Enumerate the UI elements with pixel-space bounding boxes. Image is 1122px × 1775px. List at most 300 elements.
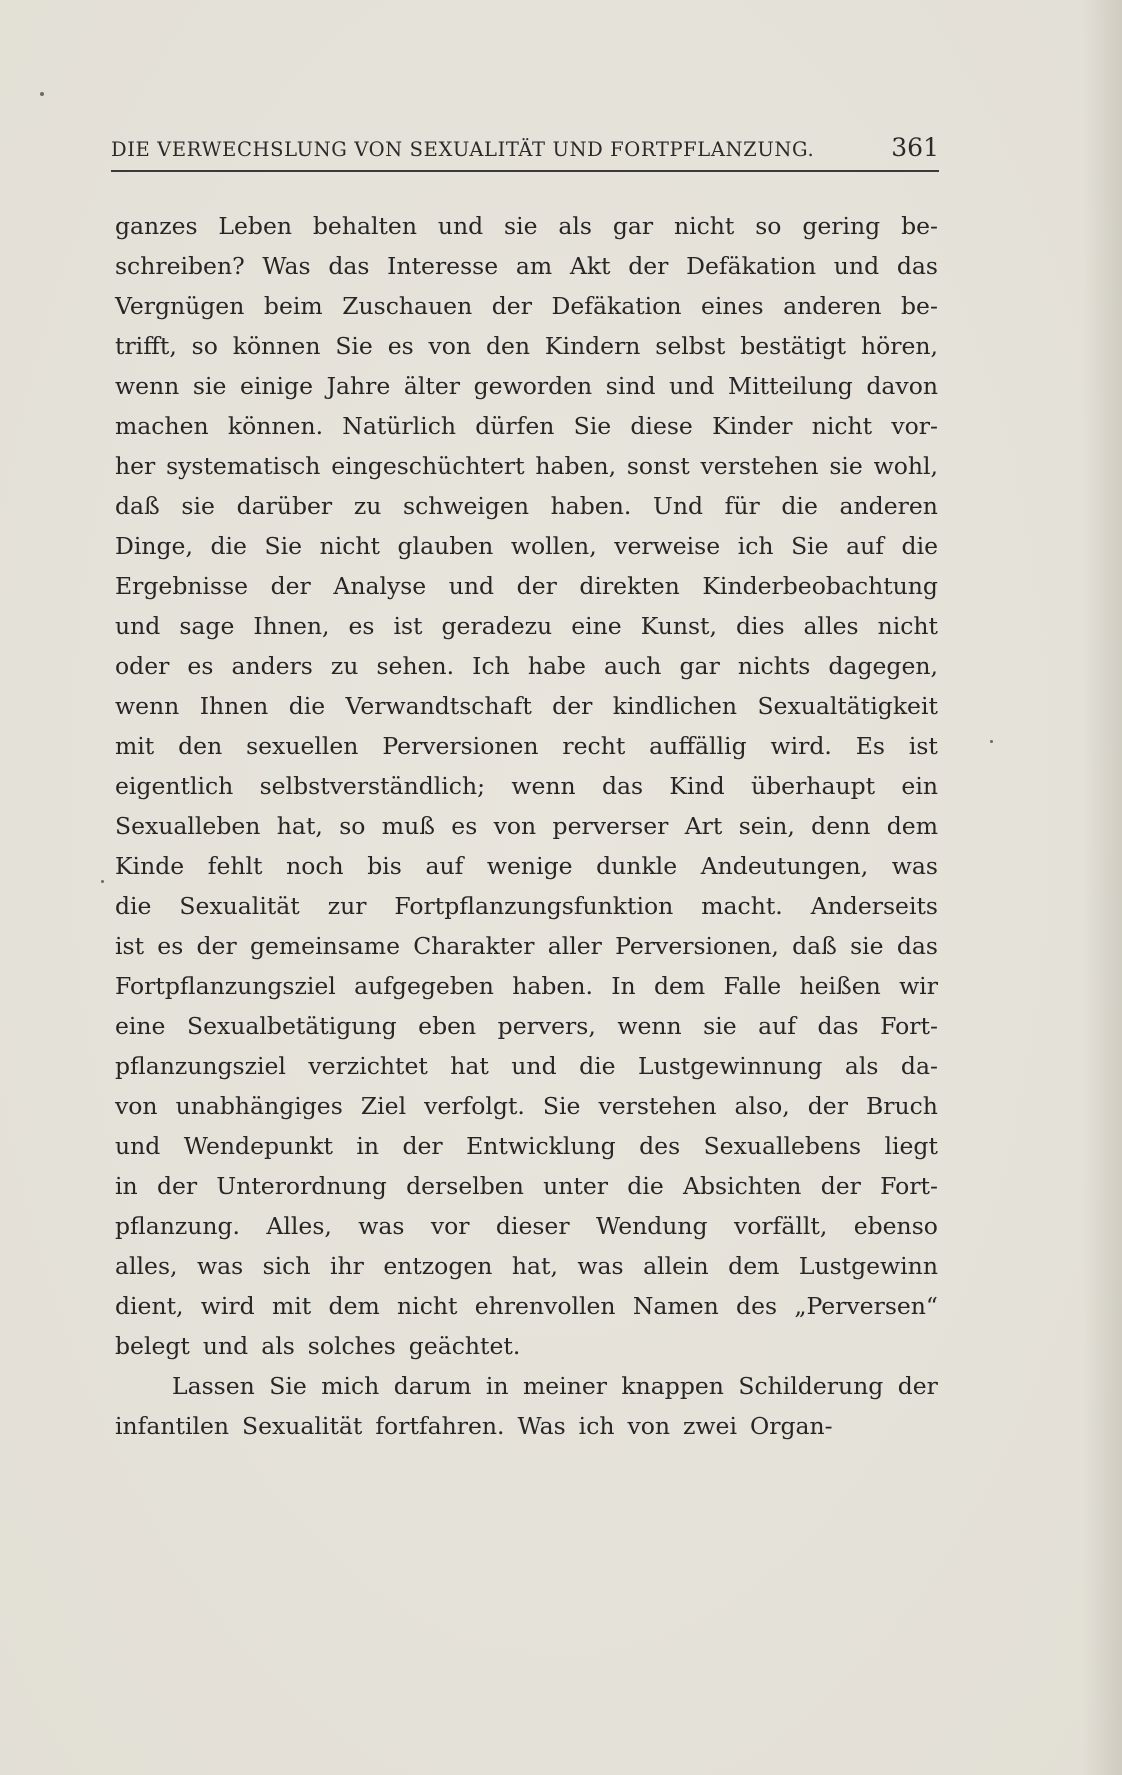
word: als xyxy=(844,1052,879,1080)
word: Es xyxy=(855,732,885,760)
word: der xyxy=(516,572,557,600)
word: es xyxy=(387,332,414,360)
word: sonst xyxy=(626,452,690,480)
word: glauben xyxy=(397,532,494,560)
word: ebenso xyxy=(853,1212,938,1240)
word: Defäkation xyxy=(551,292,682,320)
word: oder xyxy=(115,652,170,680)
running-title: DIE VERWECHSLUNG VON SEXUALITÄT UND FORTPFLANZUNG. xyxy=(111,138,815,161)
word: direkten xyxy=(579,572,680,600)
word: selbst xyxy=(655,332,726,360)
word: einige xyxy=(239,372,313,400)
word: eine xyxy=(115,1012,166,1040)
word: wenn xyxy=(115,372,180,400)
word: Mitteilung xyxy=(728,372,853,400)
word: anderen xyxy=(783,292,882,320)
word: geworden xyxy=(473,372,593,400)
text-line xyxy=(115,1326,938,1366)
word: recht xyxy=(562,732,626,760)
word: habe xyxy=(527,652,586,680)
word: verzichtet xyxy=(308,1052,428,1080)
text-line xyxy=(115,1286,938,1326)
word: am xyxy=(515,252,553,280)
word: Defäkation xyxy=(686,252,817,280)
text-line xyxy=(115,1086,938,1126)
word: haben. xyxy=(512,972,593,1000)
word: wenn xyxy=(511,772,576,800)
word: Ihnen, xyxy=(253,612,330,640)
word: trifft, xyxy=(115,332,177,360)
text-line xyxy=(115,1166,938,1206)
word: entzogen xyxy=(383,1252,493,1280)
word: gering xyxy=(802,212,881,240)
word: Sie xyxy=(269,1372,307,1400)
word: darüber xyxy=(236,492,333,520)
word: auch xyxy=(604,652,662,680)
word: Ziel xyxy=(360,1092,407,1120)
word: selbstverständlich; xyxy=(259,772,485,800)
word: wohl, xyxy=(873,452,938,480)
word: pflanzung. xyxy=(115,1212,241,1240)
text-line xyxy=(115,606,938,646)
word: darum xyxy=(393,1372,472,1400)
word: dieser xyxy=(495,1212,570,1240)
word: bis xyxy=(367,852,402,880)
word: die xyxy=(115,892,152,920)
word: dürfen xyxy=(475,412,555,440)
text-line xyxy=(115,1126,938,1166)
word: verweise xyxy=(614,532,721,560)
word: die xyxy=(627,1172,664,1200)
text-line xyxy=(115,966,938,1006)
word: sie xyxy=(181,492,215,520)
word: heißen xyxy=(799,972,881,1000)
word: Perversionen xyxy=(382,732,539,760)
word: systematisch xyxy=(166,452,321,480)
word: belegt xyxy=(115,1332,190,1360)
word: die xyxy=(781,492,818,520)
word: vorfällt, xyxy=(734,1212,828,1240)
word: geächtet. xyxy=(408,1332,521,1360)
word: wenn xyxy=(115,692,180,720)
word: der xyxy=(807,1092,848,1120)
word: davon xyxy=(866,372,938,400)
word: es xyxy=(348,612,375,640)
word: Interesse xyxy=(387,252,499,280)
word: die xyxy=(210,532,247,560)
word: älter xyxy=(403,372,461,400)
word: sie xyxy=(829,452,863,480)
word: knappen xyxy=(621,1372,724,1400)
word: sexuellen xyxy=(246,732,359,760)
word: Fortpflanzungsfunktion xyxy=(394,892,674,920)
word: perverser xyxy=(552,812,669,840)
word: der xyxy=(156,1172,198,1200)
word: eingeschüchtert xyxy=(331,452,525,480)
word: Was xyxy=(262,252,311,280)
text-line xyxy=(115,846,938,886)
word: so xyxy=(755,212,782,240)
word: derselben xyxy=(406,1172,524,1200)
word: wir xyxy=(899,972,938,1000)
word: dagegen, xyxy=(828,652,938,680)
word: sie xyxy=(192,372,227,400)
word: Sexualleben xyxy=(115,812,261,840)
word: Charakter xyxy=(413,932,535,960)
word: es xyxy=(451,812,478,840)
word: Sie xyxy=(573,412,612,440)
word: so xyxy=(339,812,366,840)
word: alles, xyxy=(115,1252,178,1280)
word: dem xyxy=(728,1252,780,1280)
word: der xyxy=(270,572,311,600)
word: Vergnügen xyxy=(115,292,245,320)
word: was xyxy=(358,1212,405,1240)
word: was xyxy=(891,852,938,880)
word: zwei xyxy=(683,1412,737,1440)
word: als xyxy=(558,212,592,240)
word: Wendepunkt xyxy=(183,1132,333,1160)
word: unter xyxy=(543,1172,608,1200)
word: sie xyxy=(703,1012,737,1040)
word: ist xyxy=(115,932,145,960)
word: wird xyxy=(200,1292,255,1320)
word: noch xyxy=(286,852,344,880)
word: Zuschauen xyxy=(342,292,473,320)
word: pervers, xyxy=(497,1012,596,1040)
word: Lustgewinn xyxy=(798,1252,938,1280)
word: verstehen xyxy=(598,1092,717,1120)
word: dies xyxy=(736,612,785,640)
word: aller xyxy=(547,932,602,960)
word: denn xyxy=(811,812,871,840)
word: Natürlich xyxy=(342,412,456,440)
word: Dinge, xyxy=(115,532,193,560)
word: sage xyxy=(179,612,235,640)
word: können. xyxy=(227,412,324,440)
word: gar xyxy=(679,652,720,680)
text-line xyxy=(115,766,938,806)
word: schweigen xyxy=(403,492,529,520)
word: zu xyxy=(353,492,382,520)
text-line xyxy=(115,326,938,366)
word: und xyxy=(115,1132,161,1160)
word: anders xyxy=(231,652,313,680)
word: Schilderung xyxy=(738,1372,884,1400)
text-line xyxy=(115,1406,938,1446)
word: Bruch xyxy=(865,1092,938,1120)
paragraph xyxy=(115,1366,938,1446)
word: Sie xyxy=(791,532,829,560)
word: dunkle xyxy=(596,852,678,880)
word: „Perversen“ xyxy=(794,1292,938,1320)
word: verstehen xyxy=(700,452,819,480)
word: das xyxy=(328,252,370,280)
text-line xyxy=(115,246,938,286)
text-line xyxy=(115,726,938,766)
word: was xyxy=(577,1252,624,1280)
word: macht. xyxy=(701,892,783,920)
word: wenn xyxy=(617,1012,682,1040)
word: Sexualität xyxy=(242,1412,363,1440)
word: nicht xyxy=(811,412,873,440)
word: das xyxy=(817,1012,859,1040)
word: eben xyxy=(418,1012,477,1040)
word: was xyxy=(196,1252,244,1280)
word: vor- xyxy=(891,412,938,440)
word: geradezu xyxy=(441,612,553,640)
text-line xyxy=(115,1366,938,1406)
word: alles xyxy=(803,612,859,640)
word: machen xyxy=(115,412,209,440)
text-line xyxy=(115,1046,938,1086)
word: den xyxy=(178,732,223,760)
word: hat, xyxy=(276,812,323,840)
word: der xyxy=(897,1372,938,1400)
word: und xyxy=(115,612,161,640)
word: in xyxy=(115,1172,138,1200)
word: pflanzungsziel xyxy=(115,1052,286,1080)
word: mit xyxy=(115,732,155,760)
body-text xyxy=(115,206,938,1446)
word: fortfahren. xyxy=(375,1412,505,1440)
word: und xyxy=(437,212,484,240)
text-line xyxy=(115,686,938,726)
word: die xyxy=(901,532,938,560)
word: diese xyxy=(630,412,693,440)
text-line xyxy=(115,206,938,246)
word: muß xyxy=(381,812,435,840)
word: es xyxy=(157,932,184,960)
word: das xyxy=(601,772,644,800)
word: in xyxy=(356,1132,380,1160)
word: daß xyxy=(792,932,837,960)
word: Fort- xyxy=(880,1172,938,1200)
word: ich xyxy=(578,1412,615,1440)
word: schreiben? xyxy=(115,252,245,280)
word: Anderseits xyxy=(810,892,938,920)
word: als xyxy=(261,1332,295,1360)
word: Verwandtschaft xyxy=(345,692,532,720)
word: Sie xyxy=(335,332,373,360)
word: von xyxy=(627,1412,671,1440)
word: haben, xyxy=(535,452,617,480)
word: allein xyxy=(643,1252,709,1280)
text-line xyxy=(115,926,938,966)
word: her xyxy=(115,452,156,480)
word: daß xyxy=(115,492,160,520)
text-line xyxy=(115,526,938,566)
word: be- xyxy=(901,212,938,240)
word: infantilen xyxy=(115,1412,230,1440)
word: der xyxy=(552,692,593,720)
page-number: 361 xyxy=(891,133,939,162)
word: haben. xyxy=(550,492,632,520)
word: behalten xyxy=(312,212,417,240)
word: sind xyxy=(605,372,656,400)
word: also, xyxy=(734,1092,790,1120)
word: können xyxy=(232,332,321,360)
word: Lustgewinnung xyxy=(638,1052,823,1080)
word: und xyxy=(202,1332,249,1360)
word: Namen xyxy=(632,1292,719,1320)
word: von xyxy=(428,332,472,360)
word: eines xyxy=(701,292,764,320)
text-line xyxy=(115,406,938,446)
word: auf xyxy=(846,532,884,560)
word: Sexualtätigkeit xyxy=(757,692,938,720)
word: sein, xyxy=(738,812,795,840)
word: von xyxy=(493,812,537,840)
word: ist xyxy=(908,732,938,760)
word: Sexualbetätigung xyxy=(186,1012,397,1040)
word: Und xyxy=(653,492,703,520)
word: wird. xyxy=(770,732,832,760)
word: da- xyxy=(900,1052,938,1080)
word: Absichten xyxy=(683,1172,802,1200)
word: und xyxy=(511,1052,557,1080)
word: fehlt xyxy=(207,852,263,880)
word: Ergebnisse xyxy=(115,572,249,600)
word: es xyxy=(187,652,214,680)
word: der xyxy=(491,292,532,320)
word: ich xyxy=(737,532,774,560)
text-line xyxy=(115,446,938,486)
word: unabhängiges xyxy=(175,1092,343,1120)
text-line xyxy=(115,1006,938,1046)
word: wollen, xyxy=(510,532,597,560)
word: be- xyxy=(901,292,938,320)
word: dem xyxy=(328,1292,380,1320)
word: Falle xyxy=(723,972,782,1000)
text-line xyxy=(115,1246,938,1286)
word: der xyxy=(402,1132,443,1160)
word: der xyxy=(820,1172,861,1200)
word: aufgegeben xyxy=(354,972,494,1000)
word: hat xyxy=(450,1052,489,1080)
word: die xyxy=(579,1052,616,1080)
word: das xyxy=(896,932,938,960)
word: dem xyxy=(886,812,938,840)
word: so xyxy=(191,332,218,360)
word: und xyxy=(833,252,880,280)
word: nicht xyxy=(319,532,380,560)
word: dient, xyxy=(115,1292,184,1320)
word: nicht xyxy=(397,1292,458,1320)
word: hat, xyxy=(511,1252,558,1280)
word: ehrenvollen xyxy=(474,1292,616,1320)
word: Sexualität xyxy=(179,892,300,920)
word: Leben xyxy=(218,212,293,240)
word: der xyxy=(628,252,669,280)
word: der xyxy=(196,932,237,960)
word: zur xyxy=(327,892,367,920)
word: mich xyxy=(321,1372,380,1400)
word: dem xyxy=(653,972,706,1000)
word: ist xyxy=(393,612,423,640)
word: des xyxy=(736,1292,778,1320)
word: Analyse xyxy=(333,572,427,600)
word: anderen xyxy=(839,492,938,520)
word: ganzes xyxy=(115,212,198,240)
word: sie xyxy=(504,212,538,240)
page-edge-shadow xyxy=(1082,0,1122,1775)
word: Art xyxy=(684,812,723,840)
word: eigentlich xyxy=(115,772,234,800)
word: Unterordnung xyxy=(216,1172,387,1200)
word: bestätigt xyxy=(740,332,847,360)
word: Alles, xyxy=(266,1212,332,1240)
word: das xyxy=(896,252,938,280)
word: Sie xyxy=(542,1092,581,1120)
word: Perversionen, xyxy=(615,932,779,960)
word: nicht xyxy=(673,212,735,240)
word: Ihnen xyxy=(199,692,269,720)
word: des xyxy=(639,1132,681,1160)
word: Sexuallebens xyxy=(703,1132,862,1160)
word: ein xyxy=(901,772,938,800)
text-line xyxy=(115,886,938,926)
word: auf xyxy=(758,1012,796,1040)
word: Kinde xyxy=(115,852,185,880)
paragraph xyxy=(115,206,938,1366)
word: Wendung xyxy=(595,1212,708,1240)
word: auffällig xyxy=(649,732,747,760)
word: Fortpflanzungsziel xyxy=(115,972,336,1000)
word: Was xyxy=(517,1412,566,1440)
word: in xyxy=(485,1372,509,1400)
word: nicht xyxy=(877,612,938,640)
text-line xyxy=(115,486,938,526)
paper-speck xyxy=(101,880,104,883)
word: auf xyxy=(425,852,464,880)
word: hören, xyxy=(860,332,938,360)
text-line xyxy=(115,566,938,606)
word: Kunst, xyxy=(640,612,717,640)
word: Akt xyxy=(569,252,611,280)
word: Entwicklung xyxy=(466,1132,616,1160)
word: die xyxy=(288,692,326,720)
paper-speck xyxy=(40,92,44,96)
word: Kinder xyxy=(712,412,793,440)
word: Andeutungen, xyxy=(700,852,869,880)
word: ihr xyxy=(329,1252,364,1280)
word: solches xyxy=(307,1332,396,1360)
word: meiner xyxy=(522,1372,607,1400)
word: Fort- xyxy=(880,1012,938,1040)
word: Sie xyxy=(264,532,303,560)
word: nichts xyxy=(737,652,811,680)
text-line xyxy=(115,646,938,686)
word: und xyxy=(669,372,715,400)
word: Kinderbeobachtung xyxy=(702,572,938,600)
word: kindlichen xyxy=(612,692,738,720)
word: mit xyxy=(272,1292,312,1320)
text-line xyxy=(115,806,938,846)
word: Kind xyxy=(669,772,725,800)
text-line xyxy=(115,286,938,326)
word: zu xyxy=(330,652,359,680)
running-head xyxy=(111,134,939,172)
word: den xyxy=(485,332,531,360)
text-line xyxy=(115,366,938,406)
word: und xyxy=(448,572,495,600)
word: sie xyxy=(850,932,884,960)
word: gar xyxy=(612,212,654,240)
word: Organ- xyxy=(749,1412,833,1440)
word: Kindern xyxy=(544,332,641,360)
paper-speck xyxy=(990,740,993,743)
